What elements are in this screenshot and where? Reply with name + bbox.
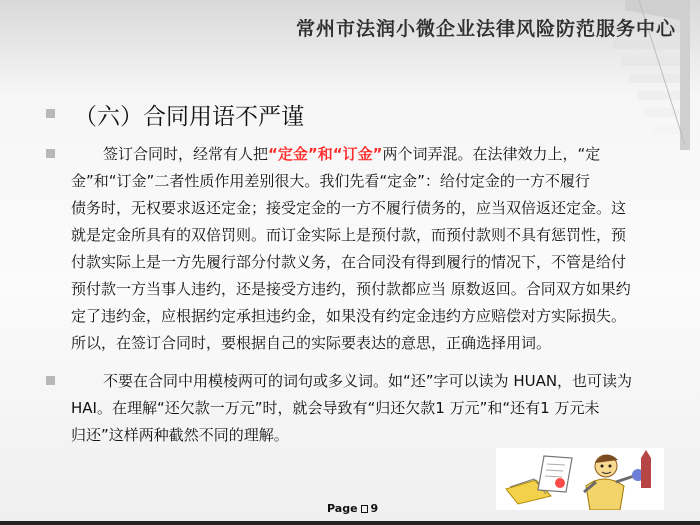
page-label: Page — [327, 502, 358, 515]
paragraph-line: 付款实际上是一方先履行部分付款义务，在合同没有得到履行的情况下，不管是给付 — [71, 253, 627, 271]
square-bullet-icon — [46, 149, 55, 158]
page-number: 9 — [370, 502, 379, 515]
paragraph-line: 不要在合同中用模棱两可的词句或多义词。如“还”字可以读为 HUAN，也可读为 — [103, 372, 633, 390]
square-bullet-icon — [46, 376, 55, 385]
contract-cartoon-icon — [496, 448, 664, 510]
square-placeholder-icon — [361, 505, 368, 513]
section-title: （六）合同用语不严谨 — [74, 104, 304, 130]
highlighted-terms: “定金”和“订金” — [268, 145, 383, 163]
paragraph-definition — [71, 141, 666, 357]
paragraph-line: HAI。在理解“还欠款一万元”时，就会导致有“归还欠款1 万元”和“还有1 万元未 — [71, 399, 600, 417]
page-indicator — [327, 502, 378, 515]
paragraph-line: 债务时，无权要求返还定金；接受定金的一方不履行债务的，应当双倍返还定金。这 — [71, 199, 627, 217]
paragraph-ambiguous-words — [71, 368, 666, 449]
paragraph-line: 预付款一方当事人违约，还是接受方违约，预付款都应当 原数返回。合同双方如果约 — [71, 280, 631, 298]
paragraph-line: 归还”这样两种截然不同的理解。 — [71, 426, 289, 444]
paragraph-line: 所以，在签订合同时，要根据自己的实际要表达的意思，正确选择用词。 — [71, 334, 552, 352]
paragraph-line: 金”和“订金”二者性质作用差别很大。我们先看“定金”：给付定金的一方不履行 — [71, 172, 590, 190]
paragraph-line: 定了违约金，应根据约定承担违约金，如果没有约定金违约方应赔偿对方实际损失。 — [71, 307, 627, 325]
paragraph-line — [71, 141, 666, 168]
paragraph-line: 就是定金所具有的双倍罚则。而订金实际上是预付款，而预付款则不具有惩罚性，预 — [71, 226, 627, 244]
square-bullet-icon — [46, 109, 55, 118]
header-title: 常州市法润小微企业法律风险防范服务中心 — [295, 18, 676, 40]
footer-rule — [0, 521, 700, 525]
paragraph-text: 签订合同时，经常有人把 — [103, 145, 269, 163]
paragraph-text: 两个词弄混。在法律效力上，“定 — [382, 145, 601, 163]
